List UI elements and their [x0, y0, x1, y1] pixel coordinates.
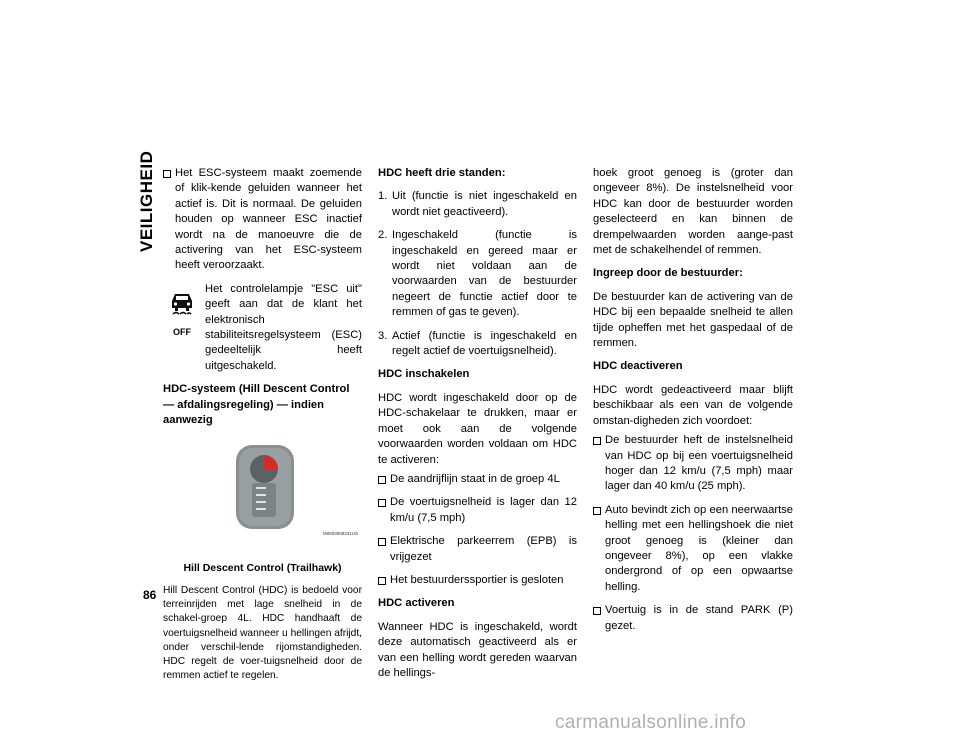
checkbox-bullet-icon [593, 607, 601, 615]
enable-text: HDC wordt ingeschakeld door op de HDC-schakelaar te drukken, maar er moet ook aan de volgende voorwaarden worden voldaan om HDC te activeren: [378, 391, 577, 466]
column-2 [378, 166, 577, 681]
hdc-switch-figure [163, 439, 362, 559]
enable-heading: HDC inschakelen [378, 368, 470, 381]
esc-off-warning [163, 282, 362, 374]
deactivate-text: HDC wordt gedeactiveerd maar blijft beschikbaar als een van de volgende omstan-digheden zich voordoet: [593, 383, 793, 427]
activate-text: Wanneer HDC is ingeschakeld, wordt deze automatisch geactiveerd als er van een helling wordt gereden waarvan de hellings- [378, 620, 577, 679]
condition-item: Elektrische parkeerrem (EPB) is vrijgezet [378, 534, 577, 565]
driver-heading: Ingreep door de bestuurder: [593, 267, 743, 280]
bullet-esc-sound: Het ESC-systeem maakt zoemende of klik-kende geluiden wanneer het actief is. Dit is normaal. De geluiden houden op wanneer ESC inactief wordt na de manoeuvre die de activering van het ESC-systeem heeft veroorzaakt. [163, 166, 362, 274]
warning-text: Het controlelampje "ESC uit" geeft aan dat de klant het elektronisch stabiliteitsregelsysteem (ESC) gedeeltelijk heeft uitgeschakeld. [205, 282, 362, 372]
condition-item: De voertuigsnelheid is lager dan 12 km/u (7,5 mph) [378, 495, 577, 526]
state-item-3: 3. Actief (functie is ingeschakeld en regelt actief de voertuigsnelheid). [378, 329, 577, 358]
checkbox-bullet-icon [593, 507, 601, 515]
checkbox-bullet-icon [378, 476, 386, 484]
checkbox-bullet-icon [378, 577, 386, 585]
hdc-intro: Hill Descent Control (HDC) is bedoeld voor terreinrijden met lage snelheid in de schakel-groep 4L. HDC handhaaft de voertuigsnelheid wanneer u hellingen afrijdt, onder verschil-lende rijomstandigheden. HDC regelt de voer-tuigsnelheid door de remmen actief te regelen. [163, 584, 362, 682]
column-1 [163, 166, 362, 683]
checkbox-bullet-icon [378, 499, 386, 507]
figure-caption: Hill Descent Control (Trailhawk) [183, 561, 342, 574]
state-item-1: 1. Uit (functie is niet ingeschakeld en wordt niet geactiveerd). [378, 190, 577, 218]
page-number: 86 [143, 588, 157, 602]
condition-item: Het bestuurderssportier is gesloten [378, 573, 577, 588]
deactivate-heading: HDC deactiveren [593, 360, 683, 373]
continued-text: hoek groot genoeg is (groter dan ongeveer 8%). De instelsnelheid voor HDC kan door de bestuurder worden geselecteerd en kan binnen de drempelwaarden worden aange-past met de schakelhendel of remmen. [593, 167, 793, 257]
states-heading: HDC heeft drie standen: [378, 167, 506, 179]
hdc-heading: HDC-systeem (Hill Descent Control — afdalingsregeling) — indien aanwezig [163, 383, 350, 427]
driver-text: De bestuurder kan de activering van de HDC bij een bepaalde snelheid te allen tijde opheffen met het gaspedaal of de remmen. [593, 290, 793, 350]
esc-off-icon [169, 290, 195, 341]
checkbox-bullet-icon [378, 538, 386, 546]
figure-code: M0503008231US [323, 530, 359, 536]
checkbox-bullet-icon [593, 437, 601, 445]
deactivate-condition-item: De bestuurder heft de instelsnelheid van HDC op bij een voertuigsnelheid hoger dan 12 km/u (7,5 mph) maar lager dan 40 km/u (25 mph). [593, 433, 793, 495]
checkbox-bullet-icon [163, 170, 171, 178]
column-3 [593, 166, 793, 634]
condition-item: De aandrijflijn staat in de groep 4L [378, 472, 577, 487]
section-title: VEILIGHEID [137, 150, 156, 252]
deactivate-condition-item: Auto bevindt zich op een neerwaartse helling met een hellingshoek die niet groot genoeg is (kleiner dan ongeveer 8%), op een vlakke ondergrond of op een opwaartse helling. [593, 503, 793, 595]
state-item-2: 2. Ingeschakeld (functie is ingeschakeld en gereed maar er wordt niet voldaan aan de voorwaarden van de bestuurder negeert de functie actief door te remmen of gas te geven). [378, 229, 577, 319]
watermark-text: carmanualsonline.info [555, 712, 747, 733]
esc-off-icon-label: OFF [173, 327, 191, 338]
activate-heading: HDC activeren [378, 597, 455, 610]
deactivate-condition-item: Voertuig is in de stand PARK (P) gezet. [593, 603, 793, 634]
